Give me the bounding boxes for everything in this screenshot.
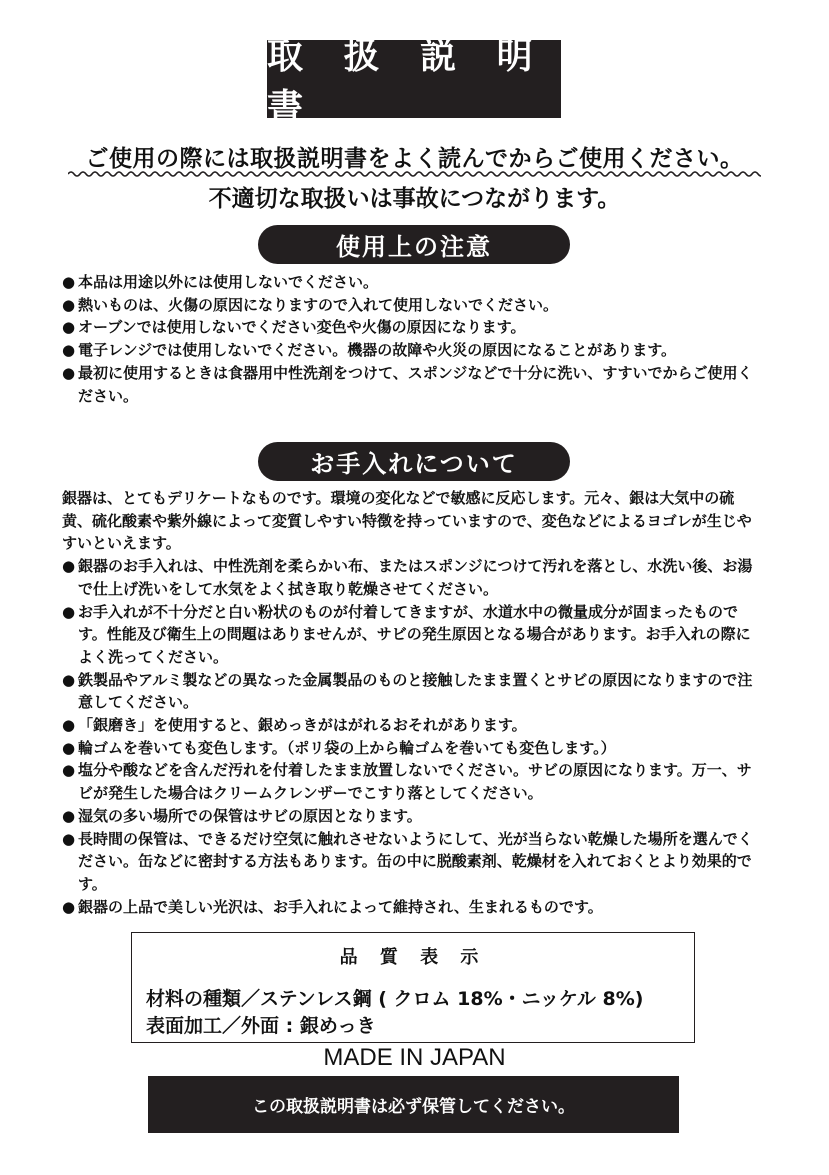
wavy-underline: [68, 169, 761, 179]
accident-warning: 不適切な取扱いは事故につながります。: [208, 186, 621, 212]
bullet-icon: ●: [62, 602, 76, 621]
bullet-icon: ●: [62, 295, 76, 314]
care-item: ● 銀器のお手入れは、中性洗剤を柔らかい布、またはスポンジにつけて汚れを落とし、水洗い後、お湯で仕上げ洗いをして水気をよく拭き取り乾燥させてください。: [62, 557, 753, 598]
care-heading: お手入れについて: [258, 442, 570, 481]
caution-item: ● 電子レンジでは使用しないでください。機器の故障や火災の原因になることがあります。: [62, 339, 762, 362]
care-item: ● 「銀磨き」を使用すると、銀めっきがはがれるおそれがあります。: [62, 714, 762, 737]
care-intro: 銀器は、とてもデリケートなものです。環境の変化などで敏感に反応します。元々、銀は大気中の硫黄、硫化酸素や紫外線によって変質しやすい特徴を持っていますので、変色などによるヨゴレが生じやすいといえます。: [62, 489, 752, 553]
caution-heading: 使用上の注意: [258, 225, 570, 264]
bullet-icon: ●: [62, 318, 76, 337]
quality-title: 品 質 表 示: [339, 947, 487, 968]
keep-manual-notice: この取扱説明書は必ず保管してください。: [148, 1076, 679, 1133]
document-title: 取 扱 説 明 書: [267, 40, 561, 118]
bullet-icon: ●: [62, 897, 76, 916]
care-item: ● 湿気の多い場所での保管はサビの原因となります。: [62, 805, 762, 828]
caution-item: ● 本品は用途以外には使用しないでください。: [62, 271, 762, 294]
bullet-icon: ●: [62, 341, 76, 360]
material-line: 材料の種類／ステンレス鋼 ( クロム 18%・ニッケル 8%): [146, 988, 644, 1010]
care-item: ● 鉄製品やアルミ製などの異なった金属製品のものと接触したまま置くとサビの原因になりますので注意してください。: [62, 670, 753, 712]
bullet-icon: ●: [62, 829, 76, 848]
bullet-icon: ●: [62, 806, 76, 825]
bullet-icon: ●: [62, 363, 76, 382]
care-item: ● 塩分や酸などを含んだ汚れを付着したまま放置しないでください。サビの原因になります。万一、サビが発生した場合はクリームクレンザーでこすり落としてください。: [62, 761, 752, 803]
caution-item: ● 最初に使用するときは食器用中性洗剤をつけて、スポンジなどで十分に洗い、すすいでからご使用ください。: [62, 363, 753, 405]
care-section: [62, 487, 762, 918]
caution-list: [62, 271, 762, 407]
bullet-icon: ●: [62, 273, 76, 291]
quality-label-box: [131, 932, 695, 1043]
made-in-label: MADE IN JAPAN: [323, 1044, 506, 1071]
care-item: ● 輪ゴムを巻いても変色します。（ポリ袋の上から輪ゴムを巻いても変色します。）: [62, 737, 762, 760]
care-list: [62, 555, 762, 918]
care-item: ● お手入れが不十分だと白い粉状のものが付着してきますが、水道水中の微量成分が固まったものです。性能及び衛生上の問題はありませんが、サビの発生原因となる場合があります。お手入れの際によく洗ってください。: [62, 602, 751, 666]
care-item: ● 銀器の上品で美しい光沢は、お手入れによって維持され、生まれるものです。: [62, 896, 762, 919]
read-manual-notice: ご使用の際には取扱説明書をよく読んでからご使用ください。: [85, 146, 744, 172]
bullet-icon: ●: [62, 716, 76, 735]
finish-line: 表面加工／外面 : 銀めっき: [146, 1015, 376, 1037]
bullet-icon: ●: [62, 761, 76, 780]
caution-item: ● オーブンでは使用しないでください変色や火傷の原因になります。: [62, 316, 762, 339]
caution-item: ● 熱いものは、火傷の原因になりますので入れて使用しないでください。: [62, 294, 762, 317]
bullet-icon: ●: [62, 670, 76, 689]
bullet-icon: ●: [62, 557, 76, 576]
bullet-icon: ●: [62, 738, 76, 757]
care-item: ● 長時間の保管は、できるだけ空気に触れさせないようにして、光が当らない乾燥した場所を選んでください。缶などに密封する方法もあります。缶の中に脱酸素剤、乾燥材を入れておくとより効果的です。: [62, 829, 753, 893]
